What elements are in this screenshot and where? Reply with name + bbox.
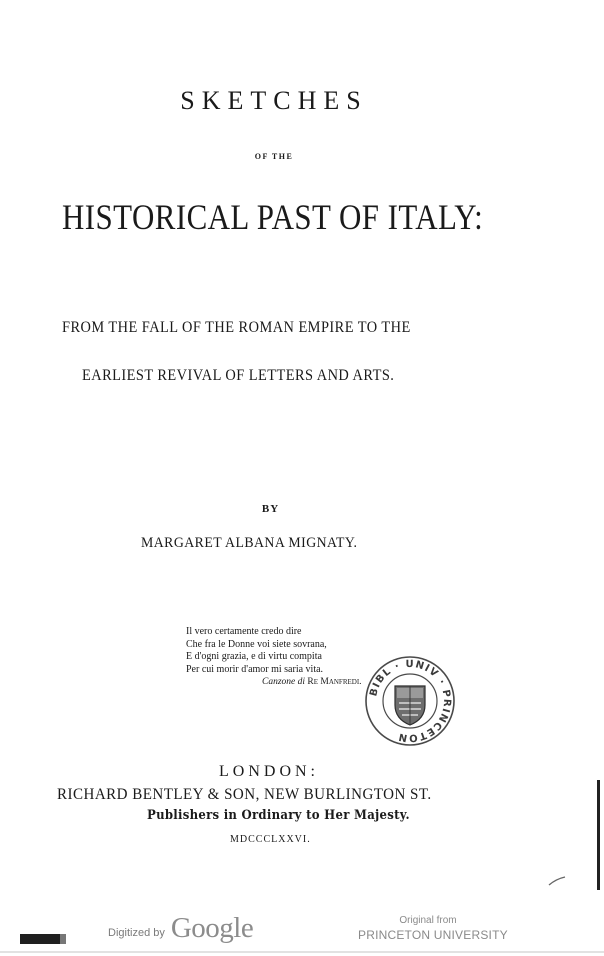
epigraph-line-1: Il vero certamente credo dire xyxy=(186,626,302,637)
google-watermark xyxy=(108,912,253,945)
epigraph-attribution-name: Re Manfredi. xyxy=(307,677,362,687)
epigraph-line-4: Per cui morir d'amor mi saria vita. xyxy=(186,663,324,675)
epigraph-line-3: E d'ogni grazia, e di virtu compita xyxy=(186,651,322,662)
author-name: MARGARET ALBANA MIGNATY. xyxy=(141,535,358,551)
scan-mark-icon xyxy=(548,876,566,886)
epigraph-line-2: Che fra le Donne voi siete sovrana, xyxy=(186,638,327,650)
library-seal-stamp xyxy=(364,655,456,747)
institution-name: PRINCETON UNIVERSITY xyxy=(358,928,508,942)
imprint-city: LONDON: xyxy=(219,763,319,780)
epigraph xyxy=(186,626,362,689)
by-label: BY xyxy=(261,503,280,515)
library-seal-text: BIBL · UNIV · PRINCETON xyxy=(368,658,453,744)
epigraph-attribution-prefix: Canzone di xyxy=(262,677,306,687)
title-sketches: SKETCHES xyxy=(180,86,368,115)
scan-color-bar-edge xyxy=(60,934,66,944)
imprint-date: MDCCCLXXVI. xyxy=(230,834,311,845)
page-edge-shadow xyxy=(597,780,600,890)
original-from-watermark xyxy=(358,915,508,942)
imprint-appointment: Publishers in Ordinary to Her Majesty. xyxy=(147,808,410,823)
bottom-divider xyxy=(0,951,604,953)
imprint-publisher: RICHARD BENTLEY & SON, NEW BURLINGTON ST. xyxy=(57,786,432,803)
epigraph-attribution xyxy=(186,676,362,689)
scan-color-bar xyxy=(20,934,60,944)
google-logo: Google xyxy=(170,912,254,944)
subtitle-line-1: FROM THE FALL OF THE ROMAN EMPIRE TO THE xyxy=(62,319,411,336)
subtitle-line-2: EARLIEST REVIVAL OF LETTERS AND ARTS. xyxy=(82,367,395,384)
digitized-by-label: Digitized by xyxy=(108,927,165,939)
original-from-label: Original from xyxy=(399,915,457,926)
title-main: HISTORICAL PAST OF ITALY: xyxy=(62,197,484,237)
title-of-the: OF THE xyxy=(254,152,294,161)
